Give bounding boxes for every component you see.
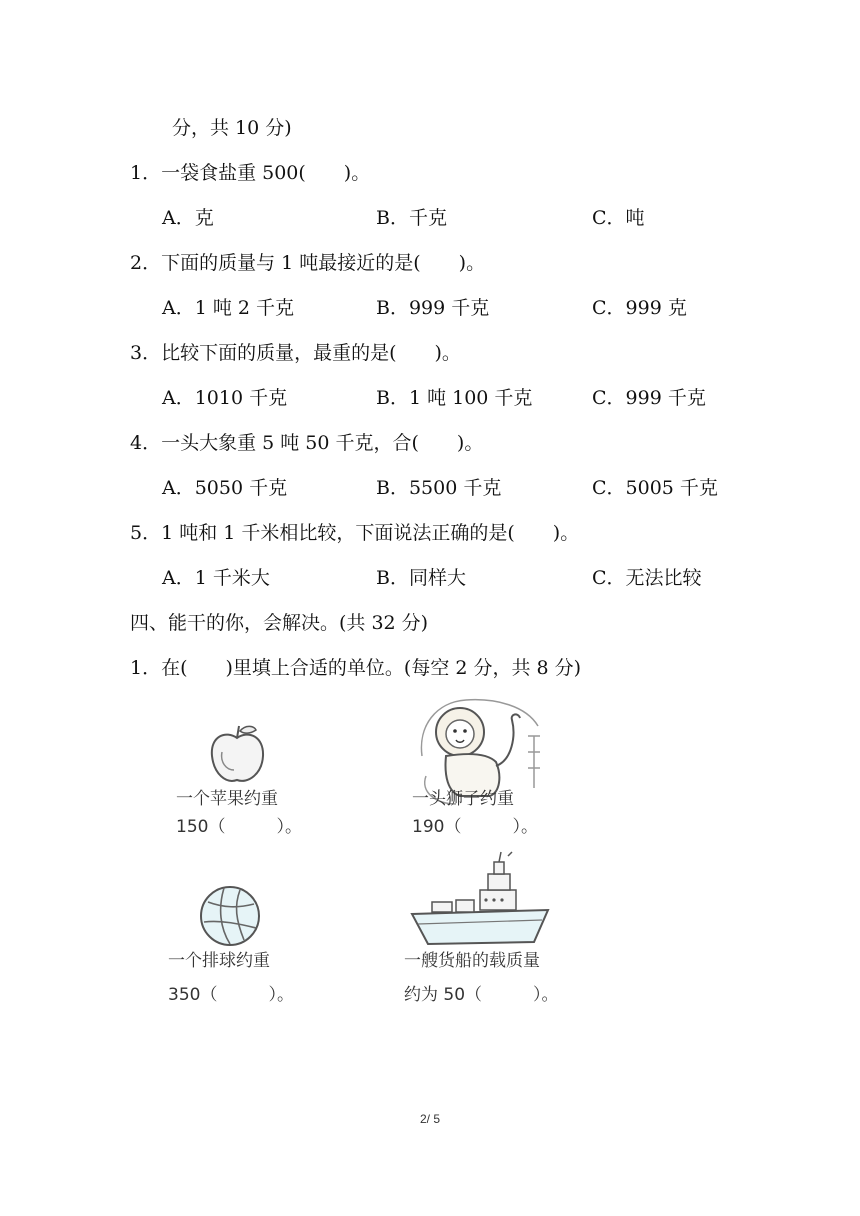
option-b[interactable]: B．千克 <box>376 207 447 229</box>
option-b[interactable]: B．同样大 <box>376 567 466 589</box>
question-text: 在( )里填上合适的单位。(每空 2 分，共 8 分) <box>161 657 582 679</box>
question-stem: 1 吨和 1 千米相比较，下面说法正确的是( )。 <box>161 522 580 544</box>
question-number: 5． <box>130 522 162 544</box>
question-4 <box>130 431 483 455</box>
question-3 <box>130 341 461 365</box>
caption-line-2: 350（ ）。 <box>168 985 294 1005</box>
option-c[interactable]: C．999 千克 <box>592 387 706 409</box>
question-number: 2． <box>130 252 162 274</box>
page-number: 2/ 5 <box>419 1112 440 1126</box>
question-stem: 比较下面的质量，最重的是( )。 <box>161 342 461 364</box>
section-4-heading: 四、能干的你，会解决。(共 32 分) <box>130 612 429 634</box>
question-number: 1． <box>130 657 162 679</box>
option-a[interactable]: A．克 <box>162 207 214 229</box>
caption-line-1: 一个排球约重 <box>168 951 270 971</box>
question-stem: 一袋食盐重 500( )。 <box>161 162 371 184</box>
question-stem: 一头大象重 5 吨 50 千克，合( )。 <box>161 432 484 454</box>
option-c[interactable]: C．吨 <box>592 207 645 229</box>
option-a[interactable]: A．1 千米大 <box>162 567 270 589</box>
question-1 <box>130 161 370 185</box>
option-b[interactable]: B．5500 千克 <box>376 477 502 499</box>
option-a[interactable]: A．5050 千克 <box>162 477 288 499</box>
option-a[interactable]: A．1010 千克 <box>162 387 288 409</box>
option-c[interactable]: C．无法比较 <box>592 567 702 589</box>
caption-line-2: 190（ ）。 <box>412 817 538 837</box>
question-4-1 <box>130 656 581 680</box>
question-2 <box>130 251 485 275</box>
caption-line-1: 一个苹果约重 <box>176 789 278 809</box>
question-number: 3． <box>130 342 162 364</box>
apple-icon <box>206 724 268 786</box>
option-c[interactable]: C．5005 千克 <box>592 477 718 499</box>
option-b[interactable]: B．1 吨 100 千克 <box>376 387 533 409</box>
question-number: 4． <box>130 432 162 454</box>
option-b[interactable]: B．999 千克 <box>376 297 490 319</box>
question-stem: 下面的质量与 1 吨最接近的是( )。 <box>161 252 486 274</box>
caption-line-1: 一艘货船的载质量 <box>404 951 540 971</box>
option-c[interactable]: C．999 克 <box>592 297 687 319</box>
volleyball-icon <box>198 884 262 948</box>
question-5 <box>130 521 579 545</box>
caption-line-2: 150（ ）。 <box>176 817 302 837</box>
question-number: 1． <box>130 162 162 184</box>
option-a[interactable]: A．1 吨 2 千克 <box>162 297 295 319</box>
ship-icon <box>408 850 552 950</box>
caption-line-2: 约为 50（ ）。 <box>404 985 559 1005</box>
caption-line-1: 一头狮子约重 <box>412 789 514 809</box>
continued-heading: 分，共 10 分) <box>172 117 292 139</box>
